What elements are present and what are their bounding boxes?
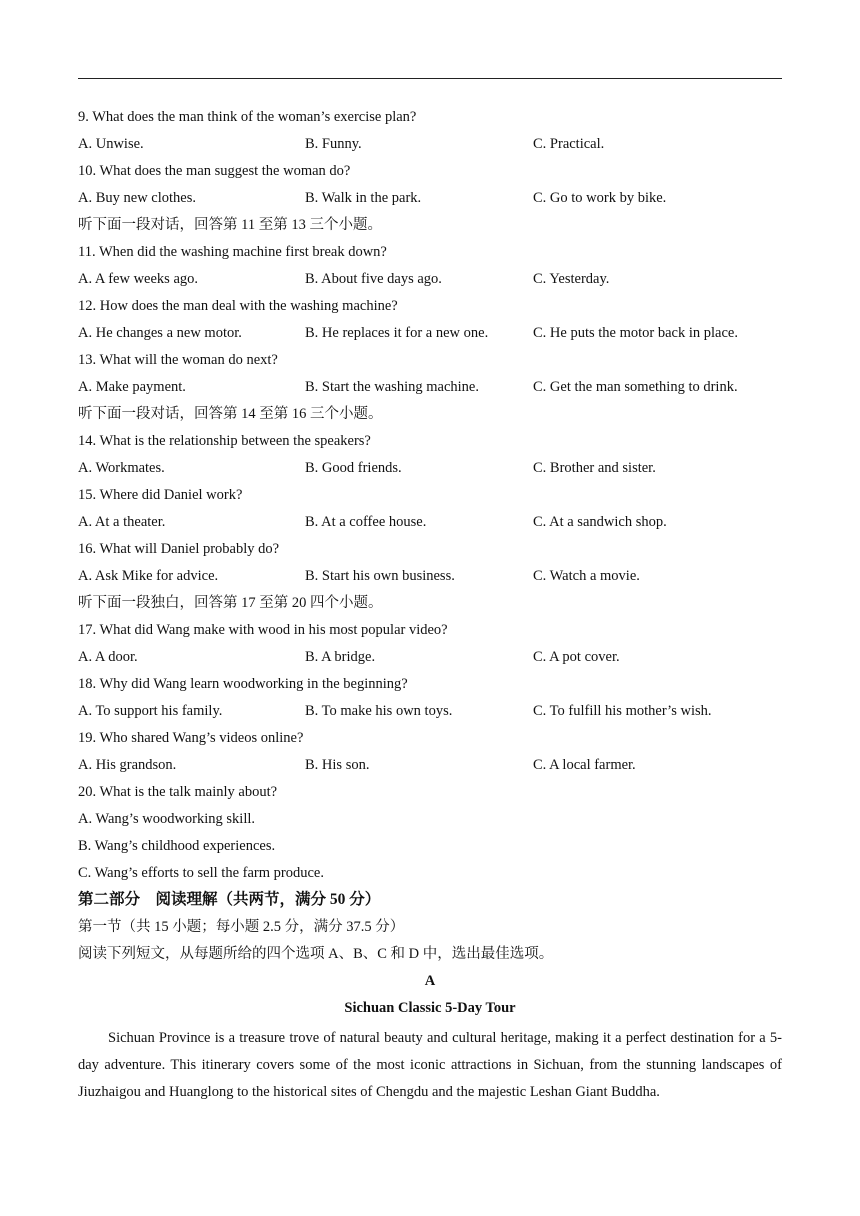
option-b: B. His son. [305, 757, 370, 773]
options-12 [78, 323, 782, 350]
option-b: B. A bridge. [305, 649, 376, 665]
option-b: B. Good friends. [305, 460, 402, 476]
option-a: A. His grandson. [78, 757, 177, 773]
option-a: A. A few weeks ago. [78, 271, 199, 287]
option-20-a: A. Wang’s woodworking skill. [78, 811, 255, 827]
option-c: C. Watch a movie. [533, 568, 640, 584]
option-a: A. Workmates. [78, 460, 165, 476]
option-c: C. Practical. [533, 136, 605, 152]
option-b: B. About five days ago. [305, 271, 442, 287]
question-19: 19. Who shared Wang’s videos online? [78, 730, 304, 746]
question-13: 13. What will the woman do next? [78, 352, 278, 368]
option-20-c: C. Wang’s efforts to sell the farm produce. [78, 865, 324, 881]
passage-letter: A [424, 973, 436, 989]
instruction-11-13: 听下面一段对话，回答第 11 至第 13 三个小题。 [78, 217, 382, 233]
reading-instruction: 阅读下列短文，从每题所给的四个选项 A、B、C 和 D 中，选出最佳选项。 [78, 946, 554, 962]
option-c: C. Get the man something to drink. [533, 379, 738, 395]
question-10: 10. What does the man suggest the woman do? [78, 163, 351, 179]
question-9: 9. What does the man think of the woman’s exercise plan? [78, 109, 417, 125]
options-9 [78, 134, 782, 161]
option-b: B. At a coffee house. [305, 514, 427, 530]
options-11 [78, 269, 782, 296]
question-16: 16. What will Daniel probably do? [78, 541, 280, 557]
question-20: 20. What is the talk mainly about? [78, 784, 278, 800]
question-17: 17. What did Wang make with wood in his most popular video? [78, 622, 448, 638]
option-a: A. A door. [78, 649, 138, 665]
option-b: B. Walk in the park. [305, 190, 422, 206]
option-b: B. To make his own toys. [305, 703, 453, 719]
option-a: A. He changes a new motor. [78, 325, 242, 341]
option-c: C. A pot cover. [533, 649, 620, 665]
question-11: 11. When did the washing machine first break down? [78, 244, 387, 260]
header-rule [78, 78, 782, 79]
question-15: 15. Where did Daniel work? [78, 487, 243, 503]
option-c: C. Yesterday. [533, 271, 610, 287]
option-a: A. Unwise. [78, 136, 144, 152]
option-c: C. He puts the motor back in place. [533, 325, 738, 341]
option-a: A. At a theater. [78, 514, 166, 530]
passage-title: Sichuan Classic 5-Day Tour [344, 1000, 516, 1016]
option-b: B. He replaces it for a new one. [305, 325, 489, 341]
question-14: 14. What is the relationship between the speakers? [78, 433, 371, 449]
part2-heading: 第二部分 阅读理解（共两节，满分 50 分） [78, 891, 381, 908]
option-b: B. Start the washing machine. [305, 379, 479, 395]
question-12: 12. How does the man deal with the washing machine? [78, 298, 398, 314]
option-b: B. Funny. [305, 136, 362, 152]
option-c: C. A local farmer. [533, 757, 636, 773]
passage-paragraph: Sichuan Province is a treasure trove of natural beauty and cultural heritage, making it a perfect destination for a 5-day adventure. This itinerary covers some of the most iconic attractions in Sichuan, from the stunning landscapes of Jiuzhaigou and Huanglong to the historical sites of Chengdu and the majestic Leshan Giant Buddha. [78, 1030, 782, 1100]
options-10 [78, 188, 782, 215]
options-13 [78, 377, 782, 404]
option-c: C. At a sandwich shop. [533, 514, 667, 530]
option-b: B. Start his own business. [305, 568, 455, 584]
exam-page [78, 107, 782, 1106]
options-18 [78, 701, 782, 728]
options-16 [78, 566, 782, 593]
option-20-b: B. Wang’s childhood experiences. [78, 838, 276, 854]
option-c: C. To fulfill his mother’s wish. [533, 703, 712, 719]
options-19 [78, 755, 782, 782]
options-14 [78, 458, 782, 485]
option-a: A. Make payment. [78, 379, 186, 395]
option-a: A. Ask Mike for advice. [78, 568, 219, 584]
options-15 [78, 512, 782, 539]
option-c: C. Brother and sister. [533, 460, 656, 476]
section1-info: 第一节（共 15 小题；每小题 2.5 分，满分 37.5 分） [78, 919, 405, 935]
question-18: 18. Why did Wang learn woodworking in the beginning? [78, 676, 408, 692]
option-c: C. Go to work by bike. [533, 190, 667, 206]
instruction-17-20: 听下面一段独白，回答第 17 至第 20 四个小题。 [78, 595, 383, 611]
option-a: A. Buy new clothes. [78, 190, 196, 206]
instruction-14-16: 听下面一段对话，回答第 14 至第 16 三个小题。 [78, 406, 383, 422]
options-17 [78, 647, 782, 674]
option-a: A. To support his family. [78, 703, 223, 719]
